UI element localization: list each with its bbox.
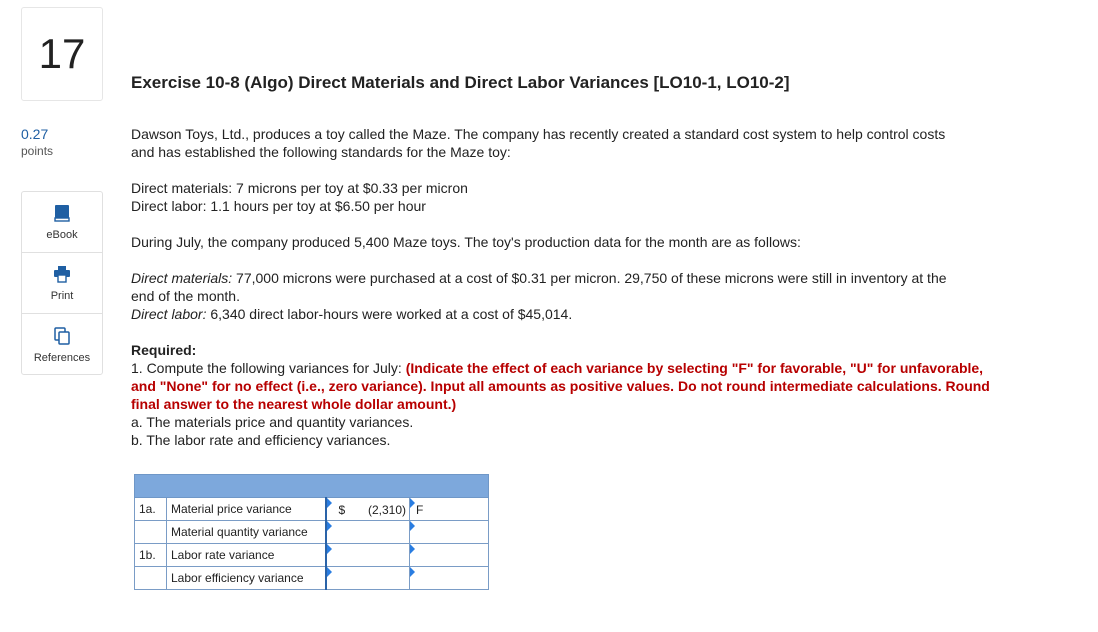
required-heading: Required: — [131, 342, 197, 358]
dropdown-flag-icon — [410, 567, 415, 577]
standards-block — [131, 179, 1061, 215]
effect-value: F — [416, 503, 424, 517]
question-number-box — [21, 7, 103, 101]
effect-select[interactable] — [410, 521, 489, 544]
table-row — [135, 544, 489, 567]
part-label — [135, 567, 167, 590]
variance-label: Labor rate variance — [167, 544, 326, 567]
dm-text: 77,000 microns were purchased at a cost of $0.31 per micron. 29,750 of these microns were still in inventory at the — [232, 270, 947, 286]
req1-instruction-2: and "None" for no effect (i.e., zero variance). Input all amounts as positive values. Do not round intermediate calculations. Round — [131, 378, 990, 394]
part-label: 1a. — [135, 498, 167, 521]
references-button[interactable] — [22, 314, 102, 375]
print-label: Print — [50, 290, 74, 302]
table-header-row — [135, 475, 489, 498]
currency-symbol: $ — [338, 503, 346, 517]
direct-materials-line — [131, 269, 1061, 287]
standard-labor: Direct labor: 1.1 hours per toy at $6.50 per hour — [131, 198, 426, 214]
intro-line-2: and has established the following standards for the Maze toy: — [131, 144, 511, 160]
table-row — [135, 498, 489, 521]
direct-labor-line — [131, 305, 1061, 323]
standard-materials: Direct materials: 7 microns per toy at $0.33 per micron — [131, 180, 468, 196]
dropdown-flag-icon — [327, 521, 332, 531]
table-row — [135, 521, 489, 544]
part-label: 1b. — [135, 544, 167, 567]
dropdown-flag-icon — [327, 567, 332, 577]
requirement-a: a. The materials price and quantity variances. — [131, 414, 414, 430]
amount-input[interactable] — [326, 567, 410, 590]
dropdown-flag-icon — [327, 544, 332, 554]
effect-select[interactable] — [410, 567, 489, 590]
variance-label: Material quantity variance — [167, 521, 326, 544]
amount-value: (2,310) — [367, 503, 406, 517]
req1-instruction: (Indicate the effect of each variance by selecting "F" for favorable, "U" for unfavorable, — [405, 360, 984, 376]
req1-instruction-3: final answer to the nearest whole dollar amount.) — [131, 396, 457, 412]
requirement-b: b. The labor rate and efficiency variances. — [131, 432, 391, 448]
intro-line-1: Dawson Toys, Ltd., produces a toy called the Maze. The company has recently created a standard cost system to help control costs — [131, 126, 946, 142]
dm-label: Direct materials: — [131, 270, 233, 286]
july-line: During July, the company produced 5,400 Maze toys. The toy's production data for the month are as follows: — [131, 234, 801, 250]
dm-text-continued: end of the month. — [131, 288, 240, 304]
points-value: 0.27 — [21, 126, 49, 142]
req1-text: 1. Compute the following variances for July: — [131, 360, 406, 376]
references-icon — [52, 326, 72, 346]
print-button[interactable] — [22, 253, 102, 314]
points-label: points — [21, 144, 54, 158]
effect-select[interactable] — [410, 498, 489, 521]
dl-label: Direct labor: — [131, 306, 207, 322]
table-row — [135, 567, 489, 590]
dropdown-flag-icon — [410, 521, 415, 531]
variance-label: Labor efficiency variance — [167, 567, 326, 590]
variance-label: Material price variance — [167, 498, 326, 521]
table-header-cell — [135, 475, 489, 498]
amount-input[interactable] — [326, 498, 410, 521]
ebook-button[interactable] — [22, 192, 102, 253]
printer-icon — [52, 264, 72, 284]
tools-panel — [21, 191, 103, 375]
production-data — [131, 269, 1061, 323]
dropdown-flag-icon — [327, 498, 332, 508]
variance-answer-table — [134, 474, 489, 590]
amount-input[interactable] — [326, 521, 410, 544]
question-number: 17 — [38, 30, 86, 77]
effect-select[interactable] — [410, 544, 489, 567]
book-icon — [52, 203, 72, 223]
ebook-label: eBook — [46, 229, 78, 241]
dropdown-flag-icon — [410, 498, 415, 508]
dl-text: 6,340 direct labor-hours were worked at a cost of $45,014. — [206, 306, 573, 322]
july-paragraph — [131, 233, 1061, 251]
exercise-header — [131, 72, 1071, 94]
exercise-title: Exercise 10-8 (Algo) Direct Materials and Direct Labor Variances [LO10-1, LO10-2] — [131, 73, 790, 92]
part-label — [135, 521, 167, 544]
required-block — [131, 341, 1061, 449]
intro-paragraph — [131, 125, 1061, 161]
requirement-1 — [131, 359, 1061, 377]
points-block — [21, 126, 53, 158]
amount-input[interactable] — [326, 544, 410, 567]
references-label: References — [33, 351, 91, 364]
dropdown-flag-icon — [410, 544, 415, 554]
